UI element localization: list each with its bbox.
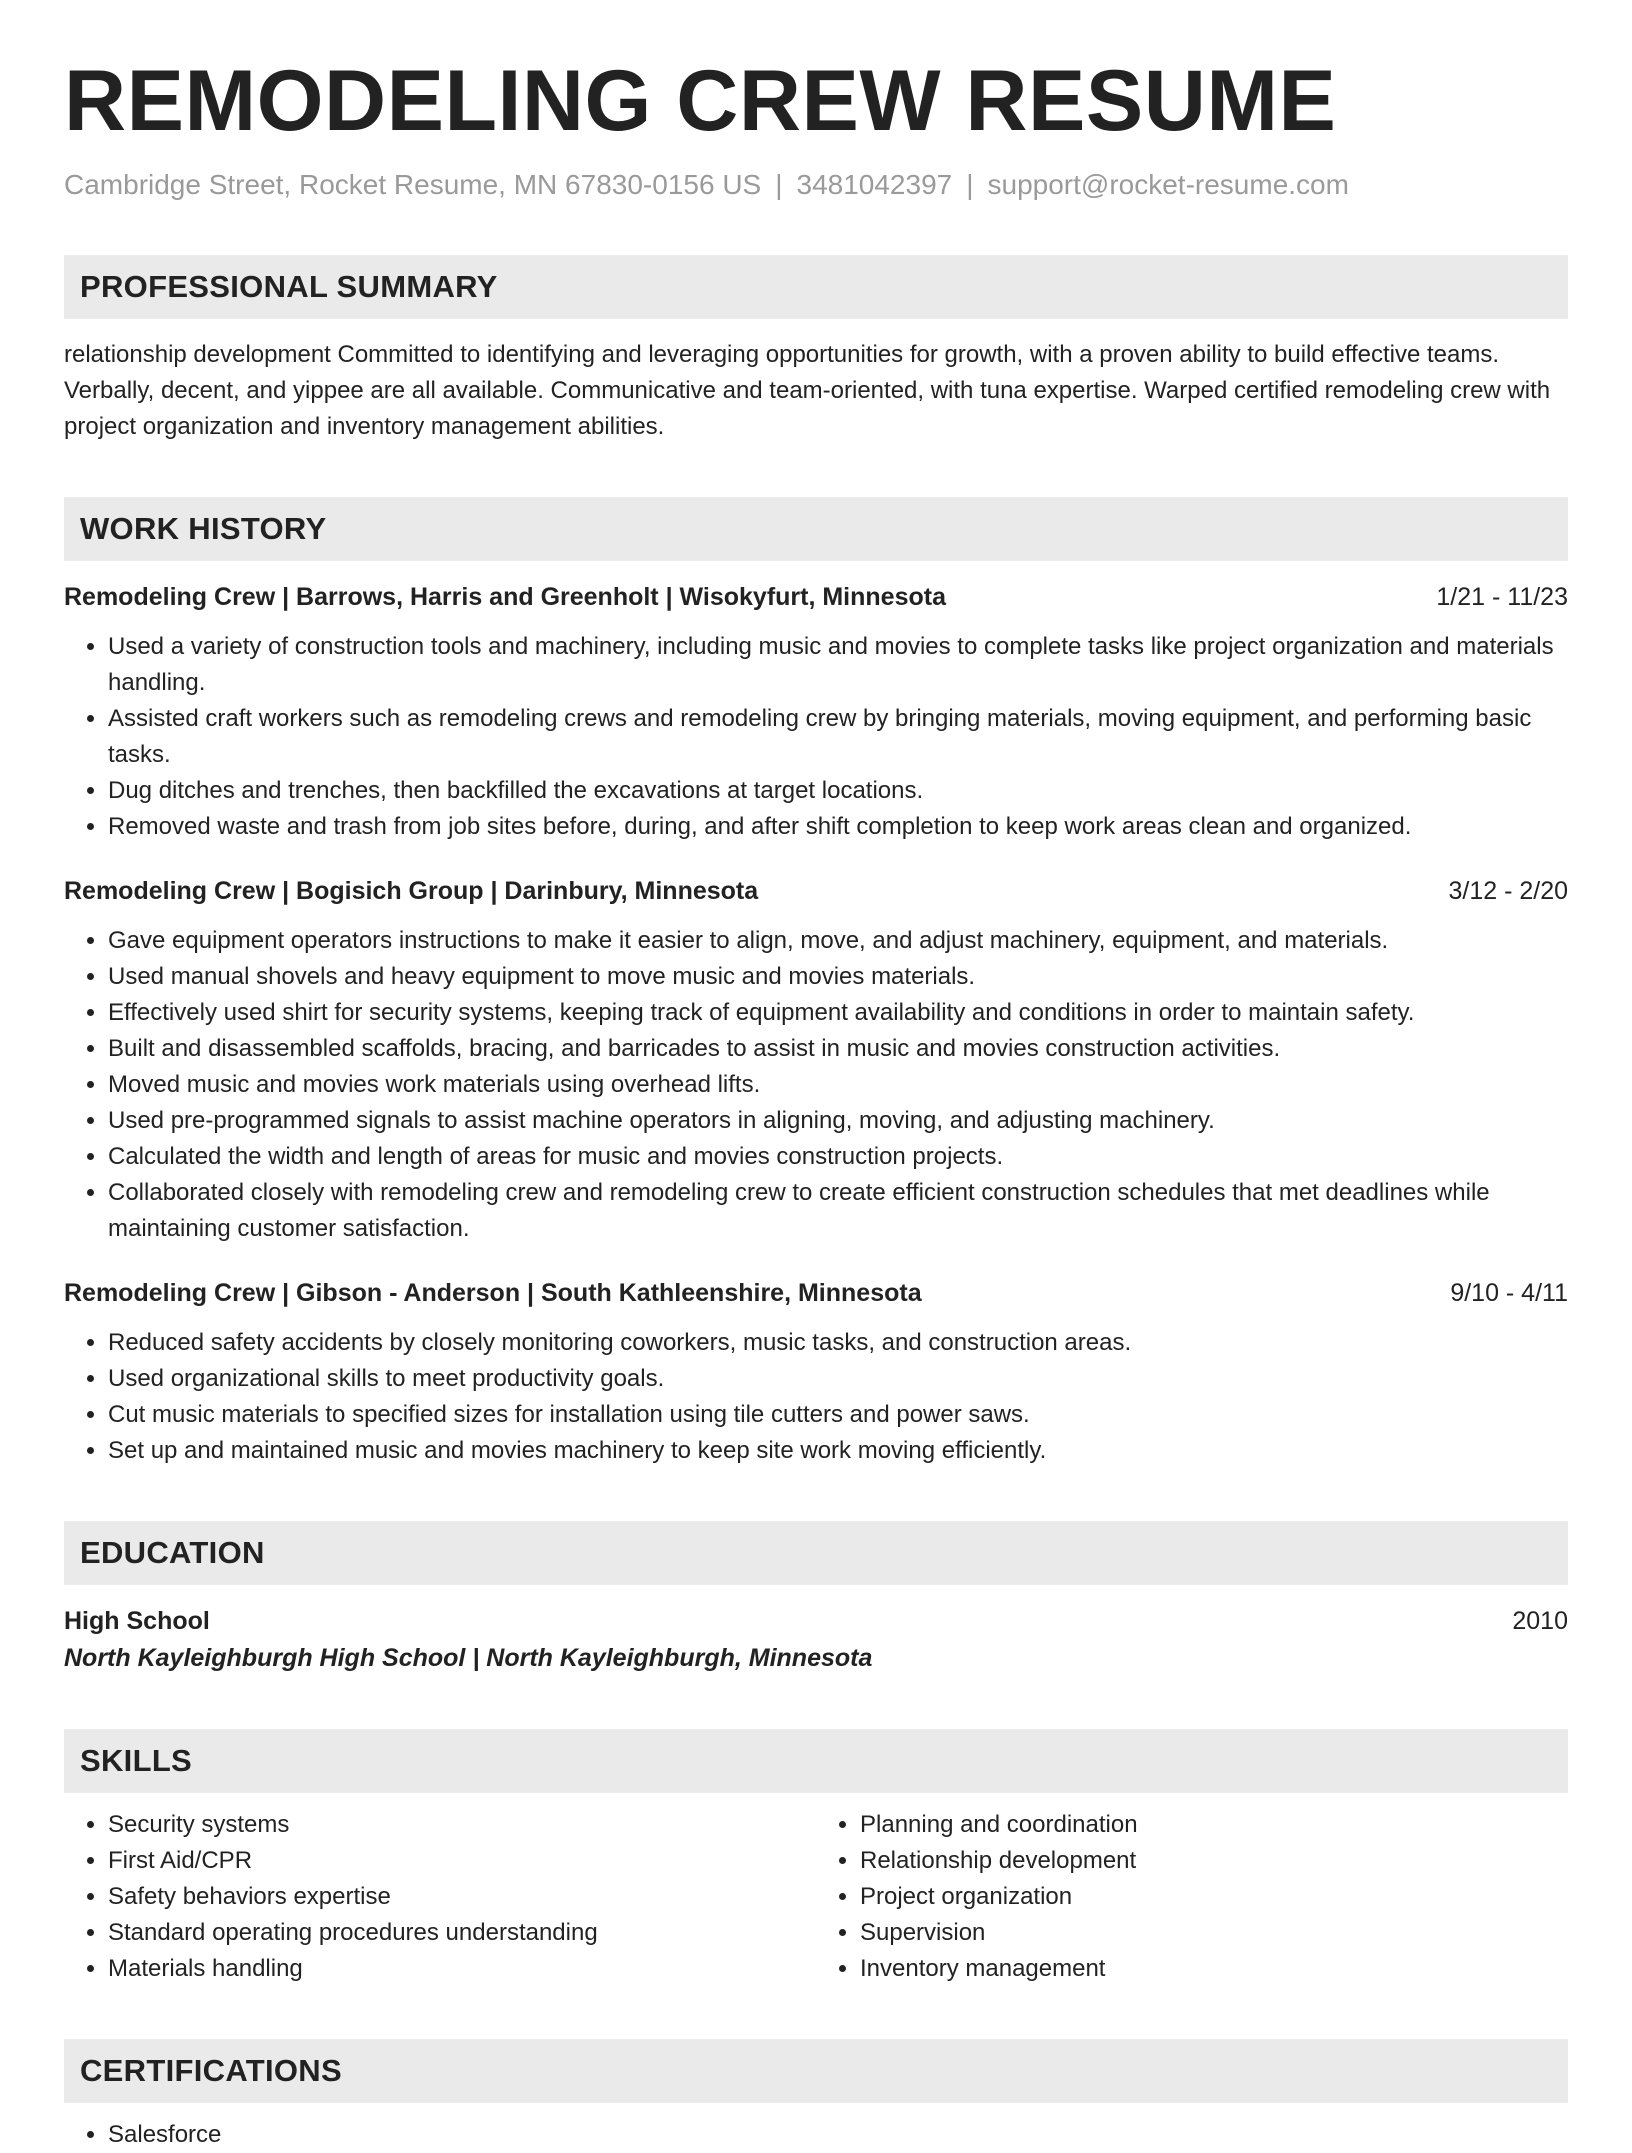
- job-bullet: • Used a variety of construction tools and machinery, including music and movies to complete tasks like project organization and materials handling.: [108, 629, 1568, 701]
- skill-item: • Planning and coordination: [860, 1807, 1568, 1843]
- contact-line: [64, 167, 1568, 203]
- job-dates: 9/10 - 4/11: [1450, 1278, 1568, 1307]
- skill-item: • First Aid/CPR: [108, 1843, 816, 1879]
- section-header-work-history: WORK HISTORY: [64, 497, 1568, 561]
- skills-column-left: [64, 1807, 816, 1987]
- skill-item: • Materials handling: [108, 1951, 816, 1987]
- skills-list: [64, 1807, 1568, 1987]
- job-header: [64, 579, 1568, 615]
- certifications-bullets: [64, 2117, 1568, 2153]
- education-header: [64, 1603, 1568, 1639]
- job-dates: 3/12 - 2/20: [1448, 876, 1568, 905]
- resume-title: REMODELING CREW RESUME: [64, 53, 1337, 149]
- job-header: [64, 1275, 1568, 1311]
- contact-separator: |: [966, 168, 974, 200]
- job-entry: [64, 579, 1568, 845]
- job-bullet: • Built and disassembled scaffolds, bracing, and barricades to assist in music and movies construction activities.: [108, 1031, 1568, 1067]
- skill-item: • Safety behaviors expertise: [108, 1879, 816, 1915]
- skills-column-right: [816, 1807, 1568, 1987]
- job-bullets: [64, 923, 1568, 1247]
- job-bullet: • Used pre-programmed signals to assist machine operators in aligning, moving, and adjusting machinery.: [108, 1103, 1568, 1139]
- education-entry: [64, 1603, 1568, 1677]
- certifications-list: [64, 2117, 1568, 2153]
- education-year: 2010: [1512, 1606, 1568, 1635]
- job-title: Remodeling Crew | Barrows, Harris and Greenholt | Wisokyfurt, Minnesota: [64, 582, 946, 611]
- skill-item: • Project organization: [860, 1879, 1568, 1915]
- summary-text: relationship development Committed to identifying and leveraging opportunities for growth, with a proven ability to build effective teams. Verbally, decent, and yippee are all available. Communicative and team-oriented, with tuna expertise. Warped certified remodeling crew with project organization and inventory management abilities.: [64, 340, 1551, 440]
- job-bullet: • Reduced safety accidents by closely monitoring coworkers, music tasks, and construction areas.: [108, 1325, 1568, 1361]
- job-bullet: • Removed waste and trash from job sites before, during, and after shift completion to keep work areas clean and organized.: [108, 809, 1568, 845]
- contact-address: Cambridge Street, Rocket Resume, MN 67830-0156 US: [64, 168, 762, 200]
- job-bullet: • Used organizational skills to meet productivity goals.: [108, 1361, 1568, 1397]
- job-bullet: • Cut music materials to specified sizes for installation using tile cutters and power saws.: [108, 1397, 1568, 1433]
- job-bullet: • Moved music and movies work materials using overhead lifts.: [108, 1067, 1568, 1103]
- job-bullet: • Collaborated closely with remodeling crew and remodeling crew to create efficient construction schedules that met deadlines while maintaining customer satisfaction.: [108, 1175, 1568, 1247]
- job-bullet: • Assisted craft workers such as remodeling crews and remodeling crew by bringing materials, moving equipment, and performing basic tasks.: [108, 701, 1568, 773]
- education-degree: High School: [64, 1606, 210, 1635]
- job-bullet: • Effectively used shirt for security systems, keeping track of equipment availability and conditions in order to maintain safety.: [108, 995, 1568, 1031]
- job-entry: [64, 873, 1568, 1247]
- skill-item: • Inventory management: [860, 1951, 1568, 1987]
- job-bullet: • Gave equipment operators instructions to make it easier to align, move, and adjust machinery, equipment, and materials.: [108, 923, 1568, 959]
- job-bullets: [64, 1325, 1568, 1469]
- skill-item: • Supervision: [860, 1915, 1568, 1951]
- job-bullet: • Calculated the width and length of areas for music and movies construction projects.: [108, 1139, 1568, 1175]
- job-dates: 1/21 - 11/23: [1436, 582, 1568, 611]
- contact-phone: 3481042397: [796, 168, 953, 200]
- section-header-skills: SKILLS: [64, 1729, 1568, 1793]
- section-header-education: EDUCATION: [64, 1521, 1568, 1585]
- education-school: North Kayleighburgh High School | North Kayleighburgh, Minnesota: [64, 1643, 873, 1672]
- skill-item: • Relationship development: [860, 1843, 1568, 1879]
- contact-separator: |: [775, 168, 783, 200]
- job-header: [64, 873, 1568, 909]
- certification-item: • Salesforce: [108, 2117, 1568, 2153]
- skill-item: • Security systems: [108, 1807, 816, 1843]
- job-bullet: • Set up and maintained music and movies machinery to keep site work moving efficiently.: [108, 1433, 1568, 1469]
- job-bullet: • Used manual shovels and heavy equipment to move music and movies materials.: [108, 959, 1568, 995]
- job-title: Remodeling Crew | Gibson - Anderson | South Kathleenshire, Minnesota: [64, 1278, 922, 1307]
- job-title: Remodeling Crew | Bogisich Group | Darinbury, Minnesota: [64, 876, 759, 905]
- job-bullet: • Dug ditches and trenches, then backfilled the excavations at target locations.: [108, 773, 1568, 809]
- section-header-summary: PROFESSIONAL SUMMARY: [64, 255, 1568, 319]
- skill-item: • Standard operating procedures understanding: [108, 1915, 816, 1951]
- section-header-certifications: CERTIFICATIONS: [64, 2039, 1568, 2103]
- contact-email: support@rocket-resume.com: [987, 168, 1349, 200]
- job-bullets: [64, 629, 1568, 845]
- job-entry: [64, 1275, 1568, 1469]
